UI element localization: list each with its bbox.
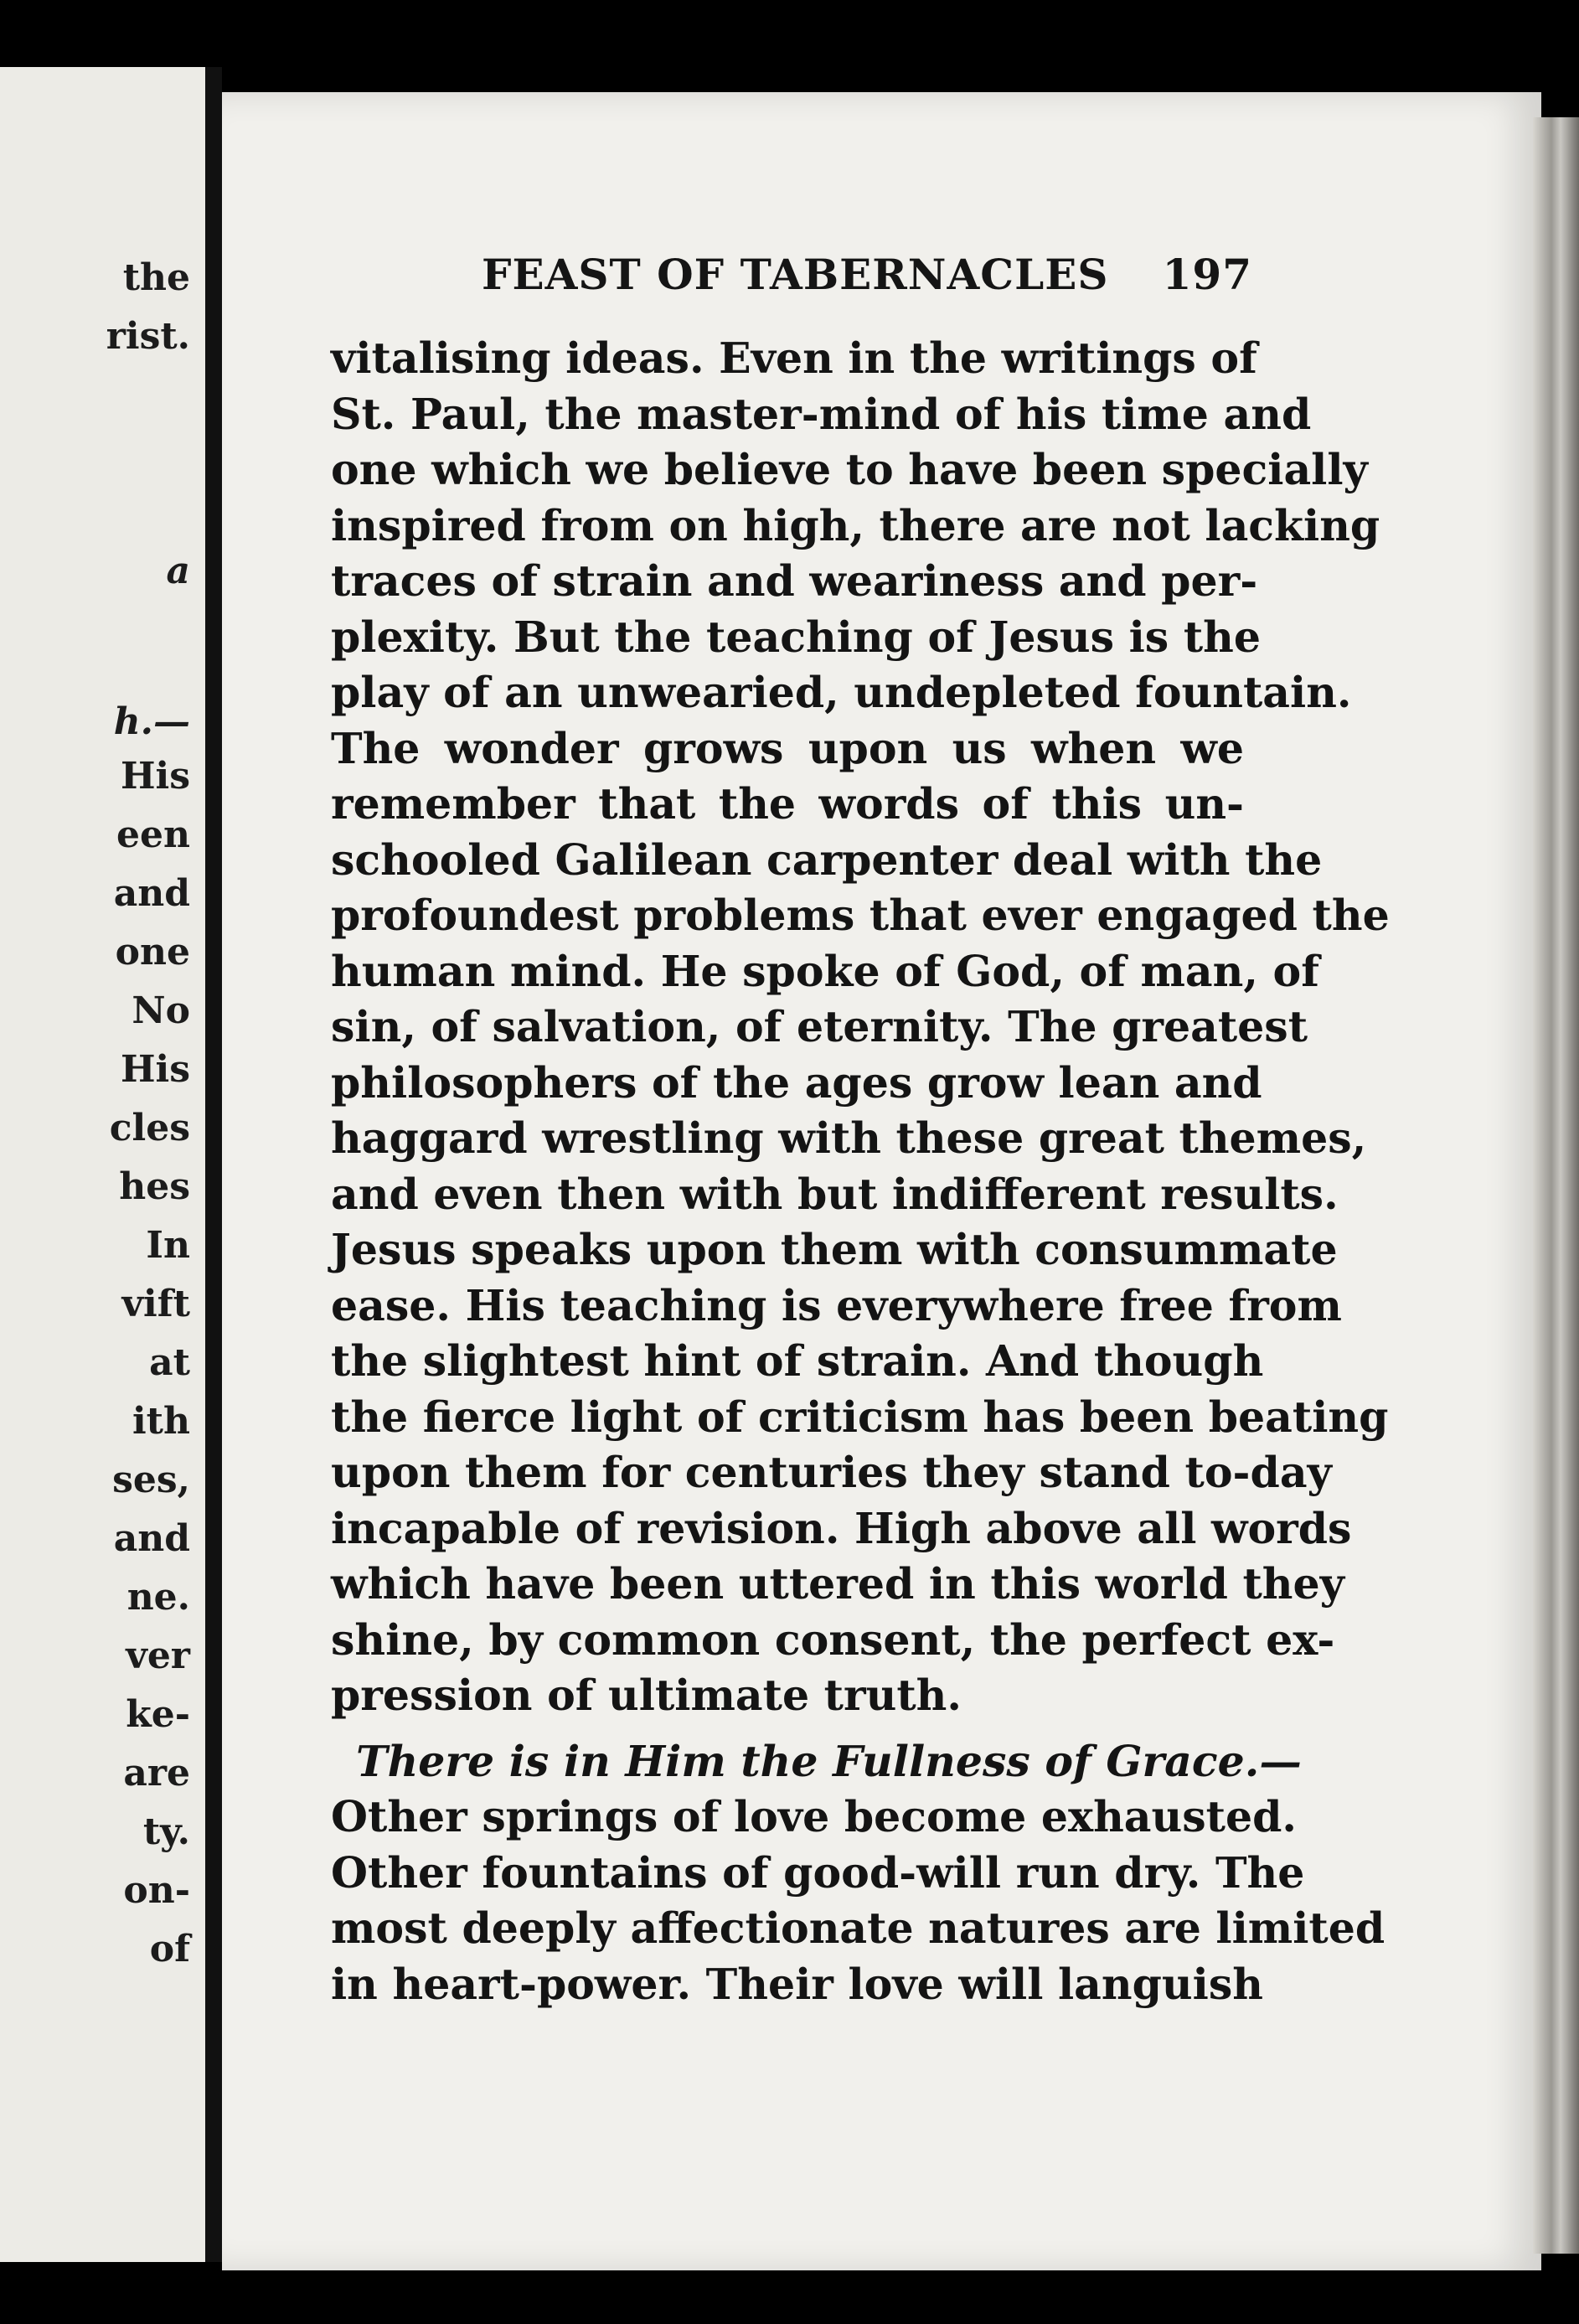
text-line: one which we believe to have been specially xyxy=(331,445,1368,494)
previous-page-line: No xyxy=(132,989,190,1032)
previous-page-line: His xyxy=(120,1048,190,1091)
text-line: incapable of revision. High above all words xyxy=(331,1503,1352,1553)
running-head xyxy=(482,250,1252,299)
text-line: Other fountains of good-will run dry. The xyxy=(331,1847,1305,1898)
chapter-title: FEAST OF TABERNACLES xyxy=(482,250,1109,299)
text-line: plexity. But the teaching of Jesus is the xyxy=(331,612,1261,662)
previous-page-line: In xyxy=(146,1224,190,1267)
previous-page xyxy=(0,67,205,2262)
previous-page-line: cles xyxy=(109,1107,190,1149)
text-line: Other springs of love become exhausted. xyxy=(331,1792,1298,1841)
previous-page-line: ses, xyxy=(112,1459,190,1501)
text-line: The wonder grows upon us when we xyxy=(331,723,1244,773)
previous-page-line: ty. xyxy=(142,1810,190,1853)
previous-page-line: at xyxy=(149,1341,190,1384)
book-gutter xyxy=(205,67,222,2262)
paragraph-2-first-line xyxy=(331,1734,1302,1790)
text-line: in heart-power. Their love will languish xyxy=(331,1959,1263,2009)
previous-page-line: ke- xyxy=(126,1693,190,1736)
text-line: and even then with but indifferent results. xyxy=(331,1169,1339,1219)
text-line: the slightest hint of strain. And though xyxy=(331,1336,1264,1386)
text-line: sin, of salvation, of eternity. The greatest xyxy=(331,1002,1308,1051)
text-line: schooled Galilean carpenter deal with the xyxy=(331,834,1323,885)
previous-page-line: on- xyxy=(123,1869,190,1912)
text-line: haggard wrestling with these great themes, xyxy=(331,1113,1367,1163)
paragraph-2 xyxy=(331,1734,1385,2013)
previous-page-line: een xyxy=(116,813,190,856)
previous-page-line: ith xyxy=(132,1400,190,1443)
previous-page-line: one xyxy=(115,931,190,973)
text-line: which have been uttered in this world they xyxy=(331,1559,1344,1609)
previous-page-line: are xyxy=(123,1752,190,1795)
text-line: traces of strain and weariness and per- xyxy=(331,556,1258,606)
previous-page-line: h.— xyxy=(113,700,190,743)
text-line: play of an unwearied, undepleted fountain. xyxy=(331,668,1352,717)
text-line: St. Paul, the master-mind of his time and xyxy=(331,389,1312,439)
text-line: human mind. He spoke of God, of man, of xyxy=(331,946,1319,996)
text-line: vitalising ideas. Even in the writings of xyxy=(331,333,1257,383)
text-line: the fierce light of criticism has been beating xyxy=(331,1392,1389,1442)
text-line: most deeply affectionate natures are limited xyxy=(331,1903,1385,1953)
text-line: upon them for centuries they stand to-day xyxy=(331,1448,1332,1497)
text-line: ease. His teaching is everywhere free from xyxy=(331,1280,1342,1330)
previous-page-line: ne. xyxy=(126,1576,190,1619)
previous-page-line: the xyxy=(122,256,190,299)
paragraph-2-heading: There is in Him the Fullness of Grace.— xyxy=(356,1736,1302,1786)
text-line: remember that the words of this un- xyxy=(331,779,1244,829)
previous-page-line: His xyxy=(120,755,190,798)
text-line: Jesus speaks upon them with consummate xyxy=(331,1225,1338,1274)
text-line: profoundest problems that ever engaged the xyxy=(331,891,1390,940)
previous-page-line: hes xyxy=(119,1165,190,1208)
text-line: pression of ultimate truth. xyxy=(331,1671,962,1720)
page-body xyxy=(331,331,1390,2012)
previous-page-line: rist. xyxy=(106,315,190,358)
page-edge xyxy=(1533,117,1579,2254)
paragraph-1 xyxy=(331,331,1390,1724)
previous-page-line: and xyxy=(113,872,190,915)
text-line: shine, by common consent, the perfect ex- xyxy=(331,1614,1335,1665)
previous-page-line: and xyxy=(113,1517,190,1560)
previous-page-line: of xyxy=(149,1928,190,1970)
previous-page-line: a xyxy=(166,550,190,592)
text-line: philosophers of the ages grow lean and xyxy=(331,1057,1262,1108)
text-line: inspired from on high, there are not lacking xyxy=(331,500,1380,550)
previous-page-line: ver xyxy=(126,1635,190,1677)
previous-page-line: vift xyxy=(121,1283,190,1325)
page-number: 197 xyxy=(1162,250,1252,299)
